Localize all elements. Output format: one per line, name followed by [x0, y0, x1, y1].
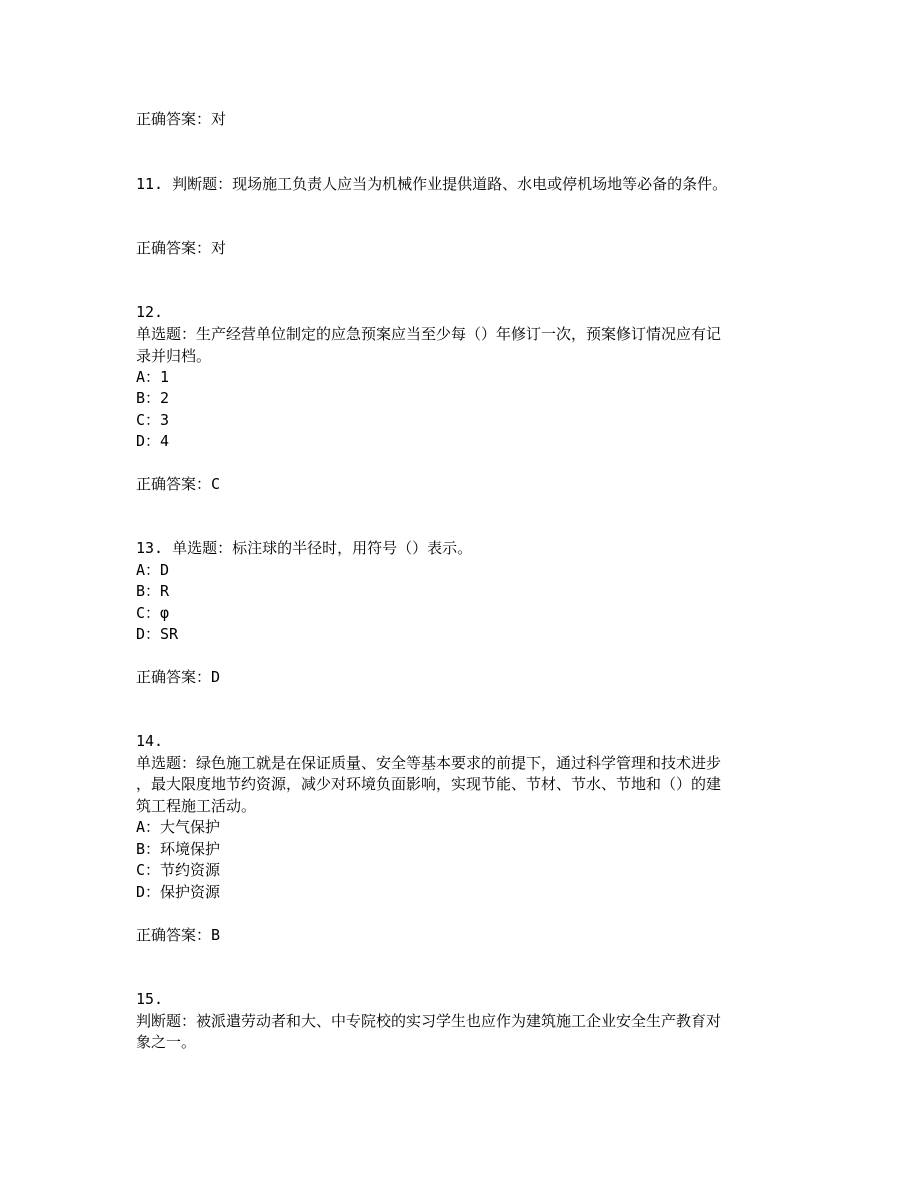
question-14-text-line1: 单选题：绿色施工就是在保证质量、安全等基本要求的前提下，通过科学管理和技术进步 — [136, 754, 722, 772]
answer-14: 正确答案：B — [136, 926, 221, 944]
answer-12: 正确答案：C — [136, 475, 221, 493]
question-12-text-line1: 单选题：生产经营单位制定的应急预案应当至少每（）年修订一次，预案修订情况应有记 — [136, 325, 722, 343]
question-14-option-d: D：保护资源 — [136, 883, 221, 901]
answer-11: 正确答案：对 — [136, 239, 227, 257]
question-14-option-a: A：大气保护 — [136, 818, 221, 836]
question-12-number: 12. — [136, 303, 164, 321]
question-15-text-line2: 象之一。 — [136, 1033, 197, 1051]
question-15-text-line1: 判断题：被派遣劳动者和大、中专院校的实习学生也应作为建筑施工企业安全生产教育对 — [136, 1012, 722, 1030]
question-15-number: 15. — [136, 990, 164, 1008]
question-14-option-c: C：节约资源 — [136, 861, 221, 879]
question-12-option-a: A：1 — [136, 368, 170, 386]
question-12-text-line2: 录并归档。 — [136, 347, 212, 365]
question-12-option-d: D：4 — [136, 432, 170, 450]
question-14-text-line2: ，最大限度地节约资源，减少对环境负面影响，实现节能、节材、节水、节地和（）的建 — [136, 775, 722, 793]
question-13-option-a: A：D — [136, 561, 170, 579]
question-13-option-d: D：SR — [136, 625, 179, 643]
question-12-option-c: C：3 — [136, 411, 170, 429]
question-11: 11. 判断题：现场施工负责人应当为机械作业提供道路、水电或停机场地等必备的条件。 — [136, 175, 728, 193]
question-14-number: 14. — [136, 732, 164, 750]
question-14-option-b: B：环境保护 — [136, 840, 221, 858]
question-12-option-b: B：2 — [136, 389, 170, 407]
answer-10: 正确答案：对 — [136, 110, 227, 128]
question-13-option-c: C：φ — [136, 604, 170, 622]
question-14-text-line3: 筑工程施工活动。 — [136, 797, 257, 815]
question-13: 13. 单选题：标注球的半径时，用符号（）表示。 — [136, 539, 473, 557]
question-13-option-b: B：R — [136, 582, 170, 600]
answer-13: 正确答案：D — [136, 668, 221, 686]
